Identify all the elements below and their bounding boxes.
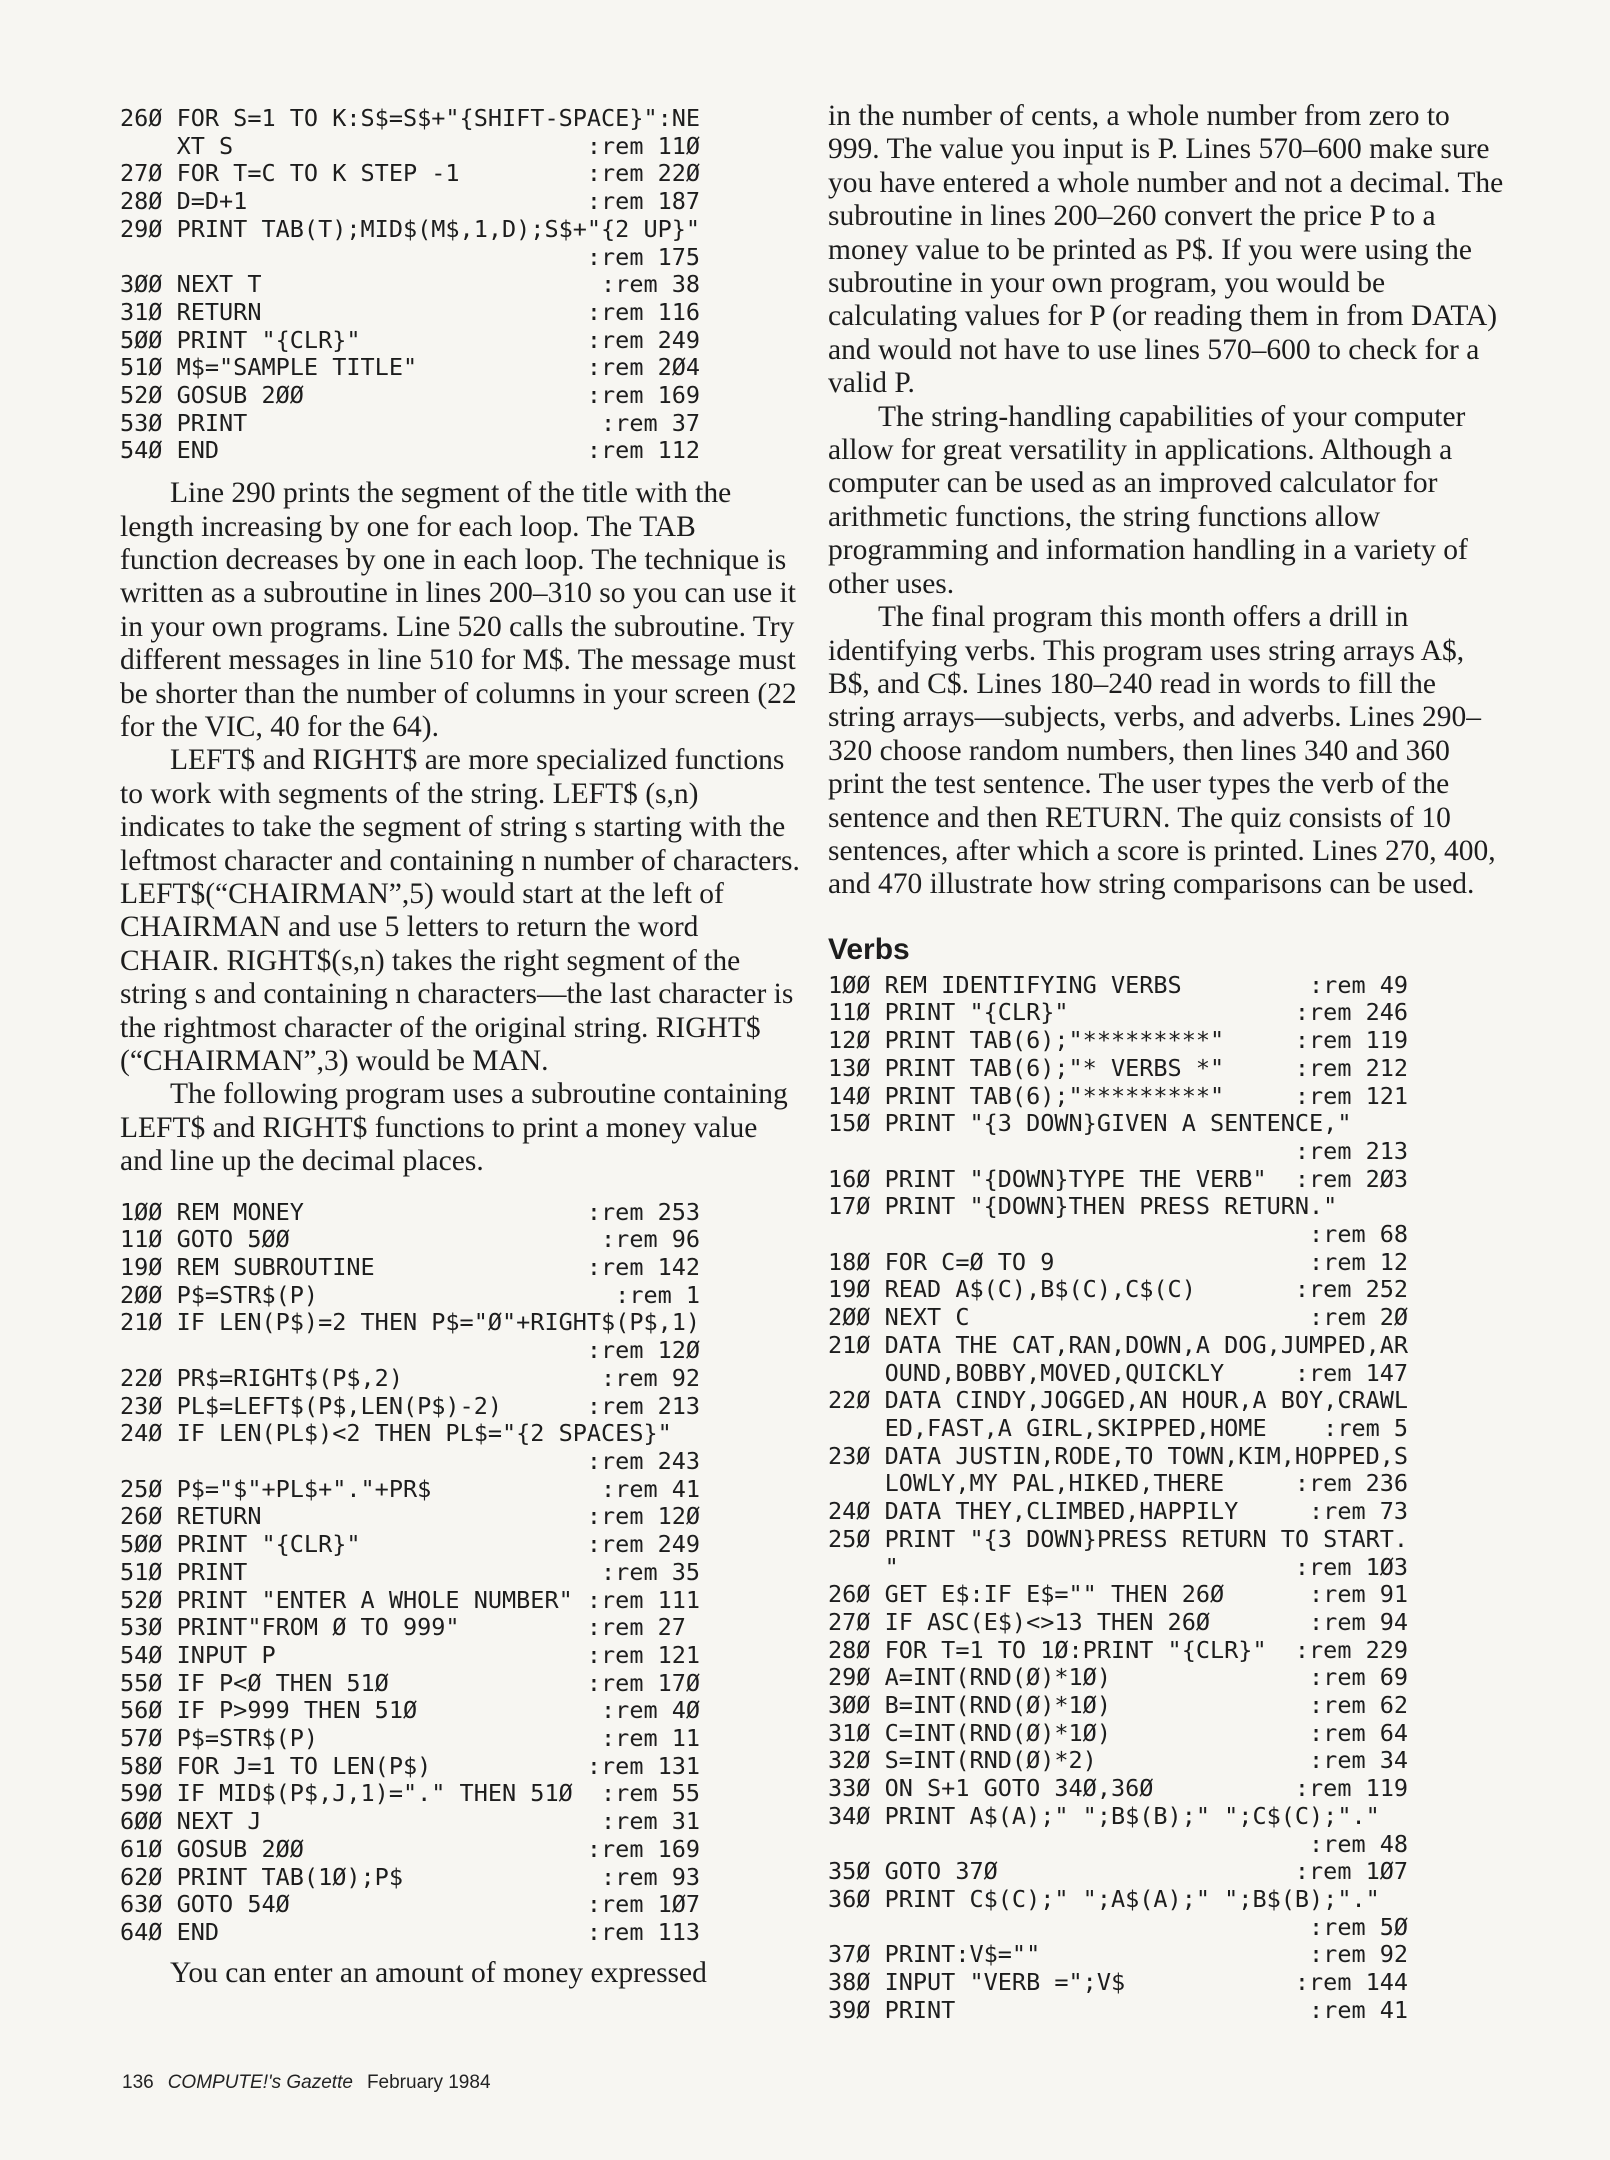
code-line: 5ØØ PRINT "{CLR}" :rem 249 (120, 325, 701, 354)
code-line: " :rem 1Ø3 (828, 1552, 1409, 1581)
code-line: 52Ø GOSUB 2ØØ :rem 169 (120, 381, 701, 410)
code-line: 27Ø FOR T=C TO K STEP -1 :rem 22Ø (120, 159, 701, 188)
paragraph: You can enter an amount of money expressed (170, 1956, 707, 1989)
code-line: 33Ø ON S+1 GOTO 34Ø,36Ø :rem 119 (828, 1774, 1409, 1803)
code-line: 3ØØ B=INT(RND(Ø)*1Ø) :rem 62 (828, 1691, 1409, 1720)
code-line: 56Ø IF P>999 THEN 51Ø :rem 4Ø (120, 1696, 701, 1725)
code-line: 58Ø FOR J=1 TO LEN(P$) :rem 131 (120, 1751, 701, 1780)
code-line: 14Ø PRINT TAB(6);"*********" :rem 121 (828, 1081, 1409, 1110)
right-column (828, 100, 1508, 2024)
page-footer (122, 2072, 491, 2094)
code-line: 38Ø INPUT "VERB =";V$ :rem 144 (828, 1968, 1409, 1997)
paragraph: The final program this month offers a drill in identifying verbs. This program uses string arrays A$, B$, and C$. Lines 180–240 read in words to fill the string arrays—subjects, verbs, and adverbs. Lines 290–320 choose random numbers, then lines 340 and 360 print the test sentence. The user types the verb of the sentence and then RETURN. The quiz consists of 10 sentences, after which a score is printed. Lines 270, 400, and 470 illustrate how string comparisons can be used. (828, 601, 1496, 901)
code-line: LOWLY,MY PAL,HIKED,THERE :rem 236 (828, 1469, 1409, 1498)
code-listing-money (120, 1199, 800, 1947)
code-line: :rem 175 (120, 242, 701, 271)
code-line: 25Ø P$="$"+PL$+"."+PR$ :rem 41 (120, 1474, 701, 1503)
code-line: 29Ø A=INT(RND(Ø)*1Ø) :rem 69 (828, 1663, 1409, 1692)
code-line: 21Ø DATA THE CAT,RAN,DOWN,A DOG,JUMPED,AR (828, 1330, 1409, 1359)
code-line: 1ØØ REM IDENTIFYING VERBS :rem 49 (828, 970, 1409, 999)
code-line: 17Ø PRINT "{DOWN}THEN PRESS RETURN." (828, 1192, 1338, 1221)
issue-date: February 1984 (366, 2072, 491, 2093)
code-line: 25Ø PRINT "{3 DOWN}PRESS RETURN TO START. (828, 1524, 1409, 1553)
code-line: 57Ø P$=STR$(P) :rem 11 (120, 1724, 701, 1753)
code-line: 3ØØ NEXT T :rem 38 (120, 270, 701, 299)
code-line: 39Ø PRINT :rem 41 (828, 1995, 1409, 2024)
left-column (120, 105, 800, 1990)
code-line: 27Ø IF ASC(E$)<>13 THEN 26Ø :rem 94 (828, 1607, 1409, 1636)
code-line: 51Ø PRINT :rem 35 (120, 1557, 701, 1586)
code-line: 34Ø PRINT A$(A);" ";B$(B);" ";C$(C);"." (828, 1801, 1380, 1830)
code-line: 53Ø PRINT :rem 37 (120, 408, 701, 437)
code-line: 11Ø GOTO 5ØØ :rem 96 (120, 1225, 701, 1254)
code-line: 32Ø S=INT(RND(Ø)*2) :rem 34 (828, 1746, 1409, 1775)
code-line: :rem 68 (828, 1220, 1409, 1249)
code-line: 31Ø RETURN :rem 116 (120, 297, 701, 326)
code-line: 23Ø PL$=LEFT$(P$,LEN(P$)-2) :rem 213 (120, 1391, 701, 1420)
code-line: 52Ø PRINT "ENTER A WHOLE NUMBER" :rem 111 (120, 1585, 701, 1614)
code-line: 24Ø DATA THEY,CLIMBED,HAPPILY :rem 73 (828, 1497, 1409, 1526)
code-line: 28Ø D=D+1 :rem 187 (120, 187, 701, 216)
code-line: :rem 12Ø (120, 1336, 701, 1365)
paragraph: The following program uses a subroutine containing LEFT$ and RIGHT$ functions to print a money value and line up the decimal places. (120, 1078, 788, 1178)
code-line: 22Ø DATA CINDY,JOGGED,AN HOUR,A BOY,CRAWL (828, 1386, 1409, 1415)
paragraph: The string-handling capabilities of your computer allow for great versatility in applications. Although a computer can be used as an improved calculator for arithmetic functions, the string functions allow programming and information handling in a variety of other uses. (828, 400, 1468, 600)
paragraph: LEFT$ and RIGHT$ are more specialized functions to work with segments of the string. LEFT$ (s,n) indicates to take the segment of string s starting with the leftmost character and containing n number of characters. LEFT$(“CHAIRMAN”,5) would start at the left of CHAIRMAN and use 5 letters to return the word CHAIR. RIGHT$(s,n) takes the right segment of the string s and containing n characters—the last character is the rightmost character of the original string. RIGHT$ (“CHAIRMAN”,3) would be MAN. (120, 744, 800, 1078)
code-line: 26Ø RETURN :rem 12Ø (120, 1502, 701, 1531)
code-listing-verbs (828, 972, 1508, 2025)
code-line: 31Ø C=INT(RND(Ø)*1Ø) :rem 64 (828, 1718, 1409, 1747)
paragraph: Line 290 prints the segment of the title with the length increasing by one for each loop. The TAB function decreases by one in each loop. The technique is written as a subroutine in lines 200–310 so you can use it in your own programs. Line 520 calls the subroutine. Try different messages in line 510 for M$. The message must be shorter than the number of columns in your screen (22 for the VIC, 40 for the 64). (120, 477, 797, 743)
code-line: XT S :rem 11Ø (120, 131, 701, 160)
code-line: 5ØØ PRINT "{CLR}" :rem 249 (120, 1530, 701, 1559)
code-line: 54Ø END :rem 112 (120, 436, 701, 465)
code-line: 21Ø IF LEN(P$)=2 THEN P$="Ø"+RIGHT$(P$,1) (120, 1308, 701, 1337)
code-line: :rem 213 (828, 1136, 1409, 1165)
code-line: 2ØØ P$=STR$(P) :rem 1 (120, 1280, 701, 1309)
code-line: :rem 48 (828, 1829, 1409, 1858)
code-line: 53Ø PRINT"FROM Ø TO 999" :rem 27 (120, 1613, 686, 1642)
code-line: 51Ø M$="SAMPLE TITLE" :rem 2Ø4 (120, 353, 701, 382)
article-text-left-end (120, 1957, 800, 1990)
code-line: 12Ø PRINT TAB(6);"*********" :rem 119 (828, 1026, 1409, 1055)
code-line: 26Ø GET E$:IF E$="" THEN 26Ø :rem 91 (828, 1580, 1409, 1609)
article-text-right (828, 100, 1508, 902)
magazine-name: COMPUTE!'s Gazette (167, 2072, 353, 2093)
code-line: 13Ø PRINT TAB(6);"* VERBS *" :rem 212 (828, 1053, 1409, 1082)
code-line: 2ØØ NEXT C :rem 2Ø (828, 1303, 1409, 1332)
section-heading-verbs: Verbs (828, 932, 910, 966)
code-line: 22Ø PR$=RIGHT$(P$,2) :rem 92 (120, 1363, 701, 1392)
code-line: 62Ø PRINT TAB(1Ø);P$ :rem 93 (120, 1862, 701, 1891)
code-line: :rem 243 (120, 1447, 701, 1475)
code-line: ED,FAST,A GIRL,SKIPPED,HOME :rem 5 (828, 1414, 1409, 1442)
article-text-left (120, 477, 800, 1179)
code-line: :rem 5Ø (828, 1912, 1409, 1941)
code-line: 1ØØ REM MONEY :rem 253 (120, 1197, 701, 1226)
code-line: 64Ø END :rem 113 (120, 1917, 701, 1946)
code-line: 35Ø GOTO 37Ø :rem 1Ø7 (828, 1857, 1409, 1886)
code-line: 28Ø FOR T=1 TO 1Ø:PRINT "{CLR}" :rem 229 (828, 1635, 1409, 1664)
code-line: 15Ø PRINT "{3 DOWN}GIVEN A SENTENCE," (828, 1109, 1352, 1138)
code-listing-title-scroll (120, 105, 800, 465)
code-line: 6ØØ NEXT J :rem 31 (120, 1807, 701, 1836)
code-line: 55Ø IF P<Ø THEN 51Ø :rem 17Ø (120, 1668, 701, 1697)
code-line: 29Ø PRINT TAB(T);MID$(M$,1,D);S$+"{2 UP}" (120, 214, 701, 243)
code-line: 36Ø PRINT C$(C);" ";A$(A);" ";B$(B);"." (828, 1884, 1380, 1913)
code-line: 11Ø PRINT "{CLR}" :rem 246 (828, 998, 1409, 1027)
code-line: OUND,BOBBY,MOVED,QUICKLY :rem 147 (828, 1358, 1409, 1387)
code-line: 37Ø PRINT:V$="" :rem 92 (828, 1940, 1409, 1969)
page-number: 136 (122, 2072, 154, 2093)
code-line: 26Ø FOR S=1 TO K:S$=S$+"{SHIFT-SPACE}":NE (120, 104, 701, 132)
code-line: 63Ø GOTO 54Ø :rem 1Ø7 (120, 1890, 701, 1919)
code-line: 18Ø FOR C=Ø TO 9 :rem 12 (828, 1247, 1409, 1276)
code-line: 24Ø IF LEN(PL$)<2 THEN PL$="{2 SPACES}" (120, 1419, 672, 1448)
code-line: 19Ø READ A$(C),B$(C),C$(C) :rem 252 (828, 1275, 1409, 1304)
code-line: 16Ø PRINT "{DOWN}TYPE THE VERB" :rem 2Ø3 (828, 1164, 1409, 1193)
code-line: 54Ø INPUT P :rem 121 (120, 1640, 701, 1669)
code-line: 61Ø GOSUB 2ØØ :rem 169 (120, 1834, 701, 1863)
paragraph: in the number of cents, a whole number from zero to 999. The value you input is P. Lines 570–600 make sure you have entered a whole number and not a decimal. The subroutine in lines 200–260 convert the price P to a money value to be printed as P$. If you were using the subroutine in your own program, you would be calculating values for P (or reading them in from DATA) and would not have to use lines 570–600 to check for a valid P. (828, 100, 1504, 400)
code-line: 59Ø IF MID$(P$,J,1)="." THEN 51Ø :rem 55 (120, 1779, 701, 1808)
code-line: 19Ø REM SUBROUTINE :rem 142 (120, 1253, 701, 1282)
code-line: 23Ø DATA JUSTIN,RODE,TO TOWN,KIM,HOPPED,S (828, 1441, 1409, 1470)
